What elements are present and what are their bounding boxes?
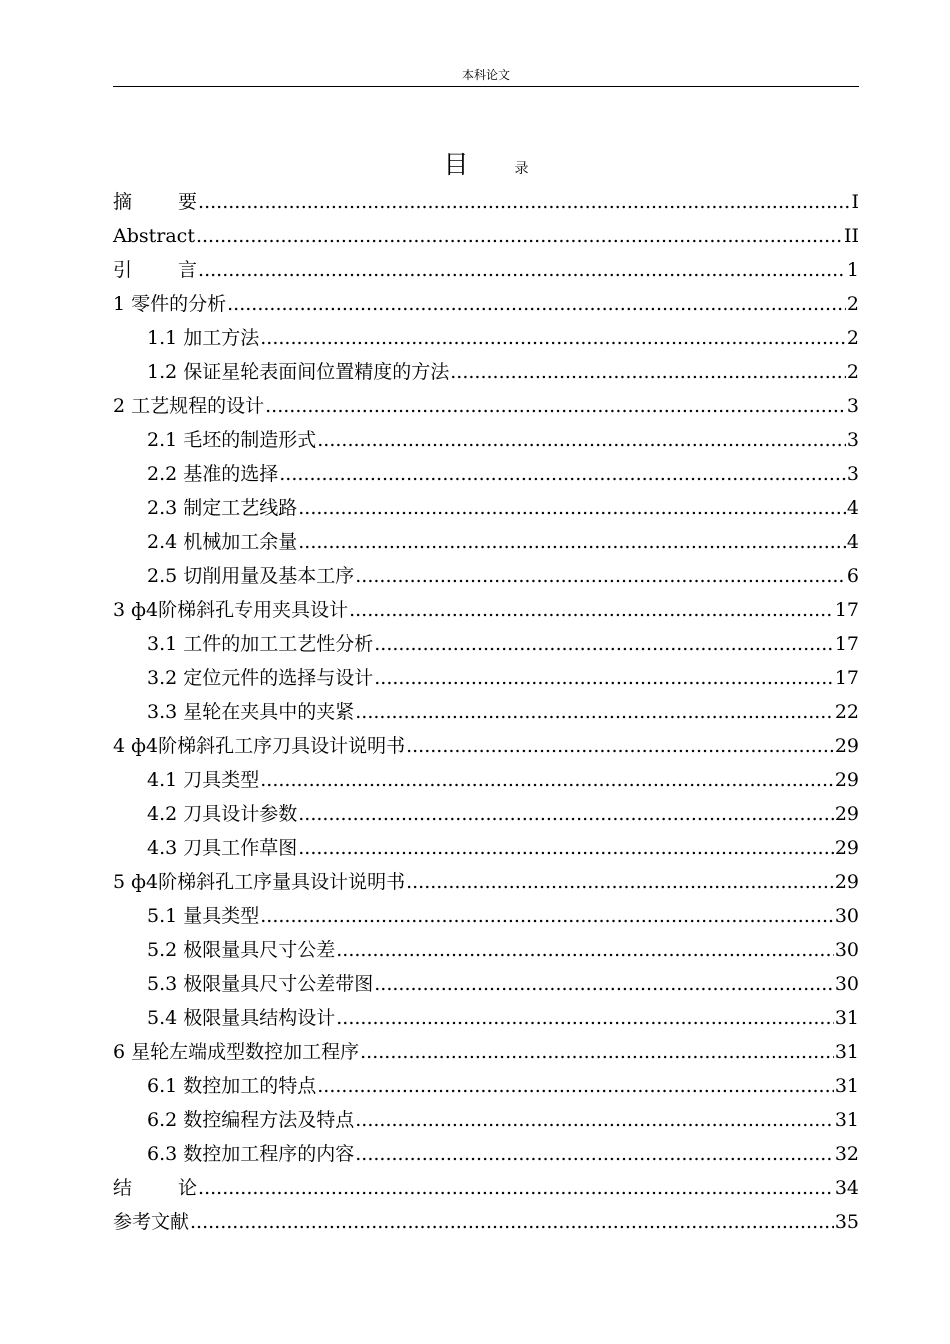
toc-leader-dots: [355, 695, 834, 729]
toc-title-main: 目: [443, 150, 469, 179]
toc-entry-label: 2.5 切削用量及基本工序: [147, 565, 355, 587]
toc-entry[interactable]: [113, 797, 859, 831]
toc-leader-dots: [196, 219, 843, 253]
toc-entry[interactable]: [113, 423, 859, 457]
toc-leader-dots: [260, 763, 834, 797]
toc-leader-dots: [349, 593, 834, 627]
toc-entry-page: 31: [834, 1109, 859, 1131]
toc-entry-label: 2.3 制定工艺线路: [147, 497, 298, 519]
toc-entry[interactable]: [113, 253, 859, 287]
toc-leader-dots: [198, 185, 850, 219]
toc-entry-page: 1: [846, 259, 859, 281]
toc-entry[interactable]: [113, 1069, 859, 1103]
toc-entry[interactable]: [113, 559, 859, 593]
toc-entry-page: 34: [834, 1177, 859, 1199]
toc-entry-page: 17: [834, 599, 859, 621]
toc-entry-page: 4: [846, 497, 859, 519]
toc-entry-label: 1.1 加工方法: [147, 327, 260, 349]
toc-entry[interactable]: [113, 1205, 859, 1239]
toc-entry-label: 引言: [113, 259, 198, 281]
toc-entry-page: 30: [834, 905, 859, 927]
table-of-contents: [113, 185, 859, 1239]
toc-entry[interactable]: [113, 763, 859, 797]
toc-entry[interactable]: [113, 967, 859, 1001]
toc-entry-page: 35: [834, 1211, 859, 1233]
toc-entry[interactable]: [113, 593, 859, 627]
toc-entry[interactable]: [113, 219, 859, 253]
toc-entry[interactable]: [113, 627, 859, 661]
toc-entry-page: 30: [834, 973, 859, 995]
toc-entry[interactable]: [113, 525, 859, 559]
toc-title-secondary: 录: [514, 161, 529, 177]
toc-entry-label: 5 ф4阶梯斜孔工序量具设计说明书: [113, 871, 406, 893]
toc-entry-page: 6: [846, 565, 859, 587]
toc-entry[interactable]: [113, 899, 859, 933]
toc-entry[interactable]: [113, 457, 859, 491]
toc-entry-page: 29: [834, 803, 859, 825]
header-rule: [113, 86, 859, 87]
toc-entry[interactable]: [113, 1103, 859, 1137]
toc-entry-page: 31: [834, 1041, 859, 1063]
toc-entry-label: 3.3 星轮在夹具中的夹紧: [147, 701, 355, 723]
toc-leader-dots: [406, 865, 834, 899]
toc-leader-dots: [298, 525, 846, 559]
toc-entry-label: 1.2 保证星轮表面间位置精度的方法: [147, 361, 450, 383]
toc-entry-page: I: [851, 191, 859, 213]
running-header: 本科论文: [461, 68, 510, 82]
toc-entry-page: 29: [834, 769, 859, 791]
toc-entry-label: 4 ф4阶梯斜孔工序刀具设计说明书: [113, 735, 406, 757]
toc-leader-dots: [374, 661, 834, 695]
toc-entry-label: 6.3 数控加工程序的内容: [147, 1143, 355, 1165]
toc-entry[interactable]: [113, 389, 859, 423]
toc-entry-page: 31: [834, 1007, 859, 1029]
toc-leader-dots: [227, 287, 846, 321]
toc-entry-page: 17: [834, 633, 859, 655]
toc-entry-label: 5.4 极限量具结构设计: [147, 1007, 336, 1029]
toc-leader-dots: [260, 321, 846, 355]
toc-entry-label: 摘要: [113, 191, 198, 213]
toc-entry[interactable]: [113, 321, 859, 355]
toc-entry-label: 5.2 极限量具尺寸公差: [147, 939, 336, 961]
toc-leader-dots: [450, 355, 846, 389]
toc-entry-label: 3.2 定位元件的选择与设计: [147, 667, 374, 689]
toc-leader-dots: [406, 729, 834, 763]
toc-entry-label: 2 工艺规程的设计: [113, 395, 265, 417]
toc-leader-dots: [336, 1001, 834, 1035]
toc-leader-dots: [355, 1103, 834, 1137]
toc-leader-dots: [360, 1035, 834, 1069]
toc-leader-dots: [298, 491, 846, 525]
toc-entry-label: 6 星轮左端成型数控加工程序: [113, 1041, 360, 1063]
toc-entry[interactable]: [113, 491, 859, 525]
toc-leader-dots: [279, 457, 846, 491]
toc-entry-page: 29: [834, 837, 859, 859]
toc-entry-page: 32: [834, 1143, 859, 1165]
toc-entry-page: 4: [846, 531, 859, 553]
toc-entry[interactable]: [113, 661, 859, 695]
toc-entry-label: 6.1 数控加工的特点: [147, 1075, 317, 1097]
toc-entry-label: 5.1 量具类型: [147, 905, 260, 927]
toc-entry-label: 3 ф4阶梯斜孔专用夹具设计: [113, 599, 349, 621]
toc-entry-label: 结论: [113, 1177, 198, 1199]
toc-entry-page: 17: [834, 667, 859, 689]
toc-entry-label: 4.2 刀具设计参数: [147, 803, 298, 825]
toc-leader-dots: [374, 967, 834, 1001]
toc-entry-page: 30: [834, 939, 859, 961]
toc-entry-page: 29: [834, 735, 859, 757]
toc-entry-page: II: [843, 225, 859, 247]
toc-entry-page: 29: [834, 871, 859, 893]
toc-entry-page: 22: [834, 701, 859, 723]
toc-leader-dots: [317, 1069, 834, 1103]
toc-entry-label: Abstract: [113, 225, 195, 247]
toc-entry[interactable]: [113, 1035, 859, 1069]
toc-entry[interactable]: [113, 831, 859, 865]
toc-entry[interactable]: [113, 729, 859, 763]
toc-leader-dots: [355, 559, 846, 593]
toc-entry-label: 参考文献: [113, 1211, 190, 1233]
toc-leader-dots: [317, 423, 846, 457]
toc-entry-label: 3.1 工件的加工工艺性分析: [147, 633, 374, 655]
toc-leader-dots: [355, 1137, 834, 1171]
toc-entry-label: 2.4 机械加工余量: [147, 531, 298, 553]
toc-entry[interactable]: [113, 1171, 859, 1205]
toc-leader-dots: [190, 1205, 834, 1239]
toc-entry-page: 3: [846, 463, 859, 485]
toc-entry-page: 2: [846, 293, 859, 315]
toc-entry[interactable]: [113, 1137, 859, 1171]
toc-entry[interactable]: [113, 355, 859, 389]
toc-leader-dots: [260, 899, 834, 933]
toc-entry-page: 3: [846, 395, 859, 417]
toc-entry-label: 5.3 极限量具尺寸公差带图: [147, 973, 374, 995]
toc-entry-label: 2.1 毛坯的制造形式: [147, 429, 317, 451]
toc-entry-label: 6.2 数控编程方法及特点: [147, 1109, 355, 1131]
toc-leader-dots: [198, 1171, 834, 1205]
toc-leader-dots: [298, 797, 834, 831]
toc-entry[interactable]: [113, 1001, 859, 1035]
toc-leader-dots: [265, 389, 846, 423]
toc-entry[interactable]: [113, 287, 859, 321]
toc-entry-page: 31: [834, 1075, 859, 1097]
toc-entry-page: 2: [846, 327, 859, 349]
toc-leader-dots: [336, 933, 834, 967]
toc-entry[interactable]: [113, 865, 859, 899]
toc-entry-label: 2.2 基准的选择: [147, 463, 279, 485]
toc-leader-dots: [298, 831, 834, 865]
toc-entry[interactable]: [113, 695, 859, 729]
toc-entry[interactable]: [113, 933, 859, 967]
toc-entry-page: 2: [846, 361, 859, 383]
toc-entry[interactable]: [113, 185, 859, 219]
toc-entry-label: 4.3 刀具工作草图: [147, 837, 298, 859]
toc-entry-label: 1 零件的分析: [113, 293, 227, 315]
toc-title: [113, 148, 859, 182]
toc-leader-dots: [198, 253, 846, 287]
toc-entry-label: 4.1 刀具类型: [147, 769, 260, 791]
toc-entry-page: 3: [846, 429, 859, 451]
toc-leader-dots: [374, 627, 834, 661]
